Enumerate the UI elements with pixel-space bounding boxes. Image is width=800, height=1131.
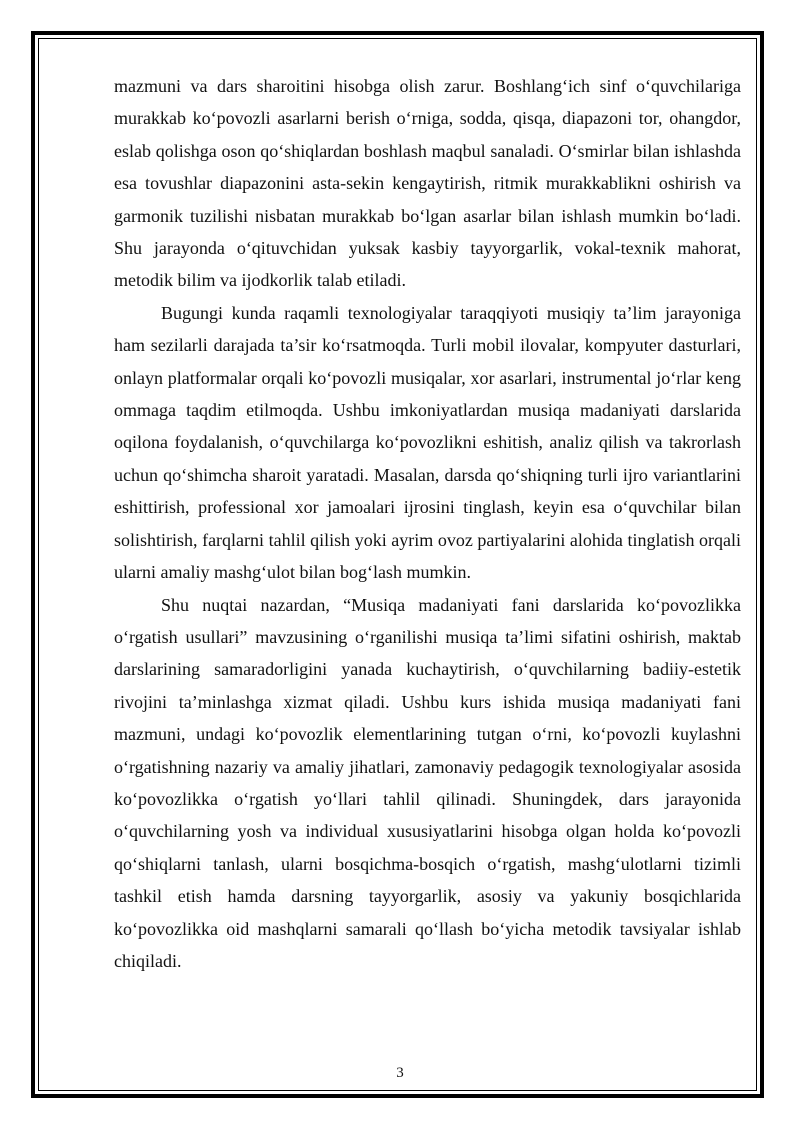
paragraph-digital-technologies: Bugungi kunda raqamli texnologiyalar taraqqiyoti musiqiy ta’lim jarayoniga ham sezilarli darajada ta’sir ko‘rsatmoqda. Turli mobil ilovalar, kompyuter dasturlari, onlayn platformalar orqali ko‘povozli musiqalar, xor asarlari, instrumental jo‘rlar keng ommaga taqdim etilmoqda. Ushbu imkoniyatlardan musiqa madaniyati darslarida oqilona foydalanish, o‘quvchilarga ko‘povozlikni eshitish, analiz qilish va takrorlash uchun qo‘shimcha sharoit yaratadi. Masalan, darsda qo‘shiqning turli ijro variantlarini eshittirish, professional xor jamoalari ijrosini tinglash, keyin esa o‘quvchilar bilan solishtirish, farqlarni tahlil qilish yoki ayrim ovoz partiyalarini alohida tinglatish orqali ularni amaliy mashg‘ulot bilan bog‘lash mumkin. xyxy=(114,302,741,583)
page-number: 3 xyxy=(396,1065,404,1081)
document-body xyxy=(114,70,741,977)
paragraph-course-work-aims: Shu nuqtai nazardan, “Musiqa madaniyati fani darslarida ko‘povozlikka o‘rgatish usullari” mavzusining o‘rganilishi musiqa ta’limi sifatini oshirish, maktab darslarining samaradorligini yanada kuchaytirish, o‘quvchilarning badiiy-estetik rivojini ta’minlashga xizmat qiladi. Ushbu kurs ishida musiqa madaniyati fani mazmuni, undagi ko‘povozlik elementlarining tutgan o‘rni, ko‘povozli kuylashni o‘rgatishning nazariy va amaliy jihatlari, zamonaviy pedagogik texnologiyalar asosida ko‘povozlikka o‘rgatish yo‘llari tahlil qilinadi. Shuningdek, dars jarayonida o‘quvchilarning yosh va individual xususiyatlarini hisobga olgan holda ko‘povozli qo‘shiqlarni tanlash, ularni bosqichma-bosqich o‘rgatish, mashg‘ulotlarni tizimli tashkil etish hamda darsning tayyorgarlik, asosiy va yakuniy bosqichlarida ko‘povozlikka oid mashqlarni samarali qo‘llash bo‘yicha metodik tavsiyalar ishlab chiqiladi. xyxy=(114,594,741,971)
paragraph-continuation: mazmuni va dars sharoitini hisobga olish zarur. Boshlang‘ich sinf o‘quvchilariga murakkab ko‘povozli asarlarni berish o‘rniga, sodda, qisqa, diapazoni tor, ohangdor, eslab qolishga oson qo‘shiqlardan boshlash maqbul sanaladi. O‘smirlar bilan ishlashda esa tovushlar diapazonini asta-sekin kengaytirish, ritmik murakkablikni oshirish va garmonik tuzilishi nisbatan murakkab bo‘lgan asarlar bilan ishlash mumkin bo‘ladi. Shu jarayonda o‘qituvchidan yuksak kasbiy tayyorgarlik, vokal-texnik mahorat, metodik bilim va ijodkorlik talab etiladi. xyxy=(114,76,741,291)
